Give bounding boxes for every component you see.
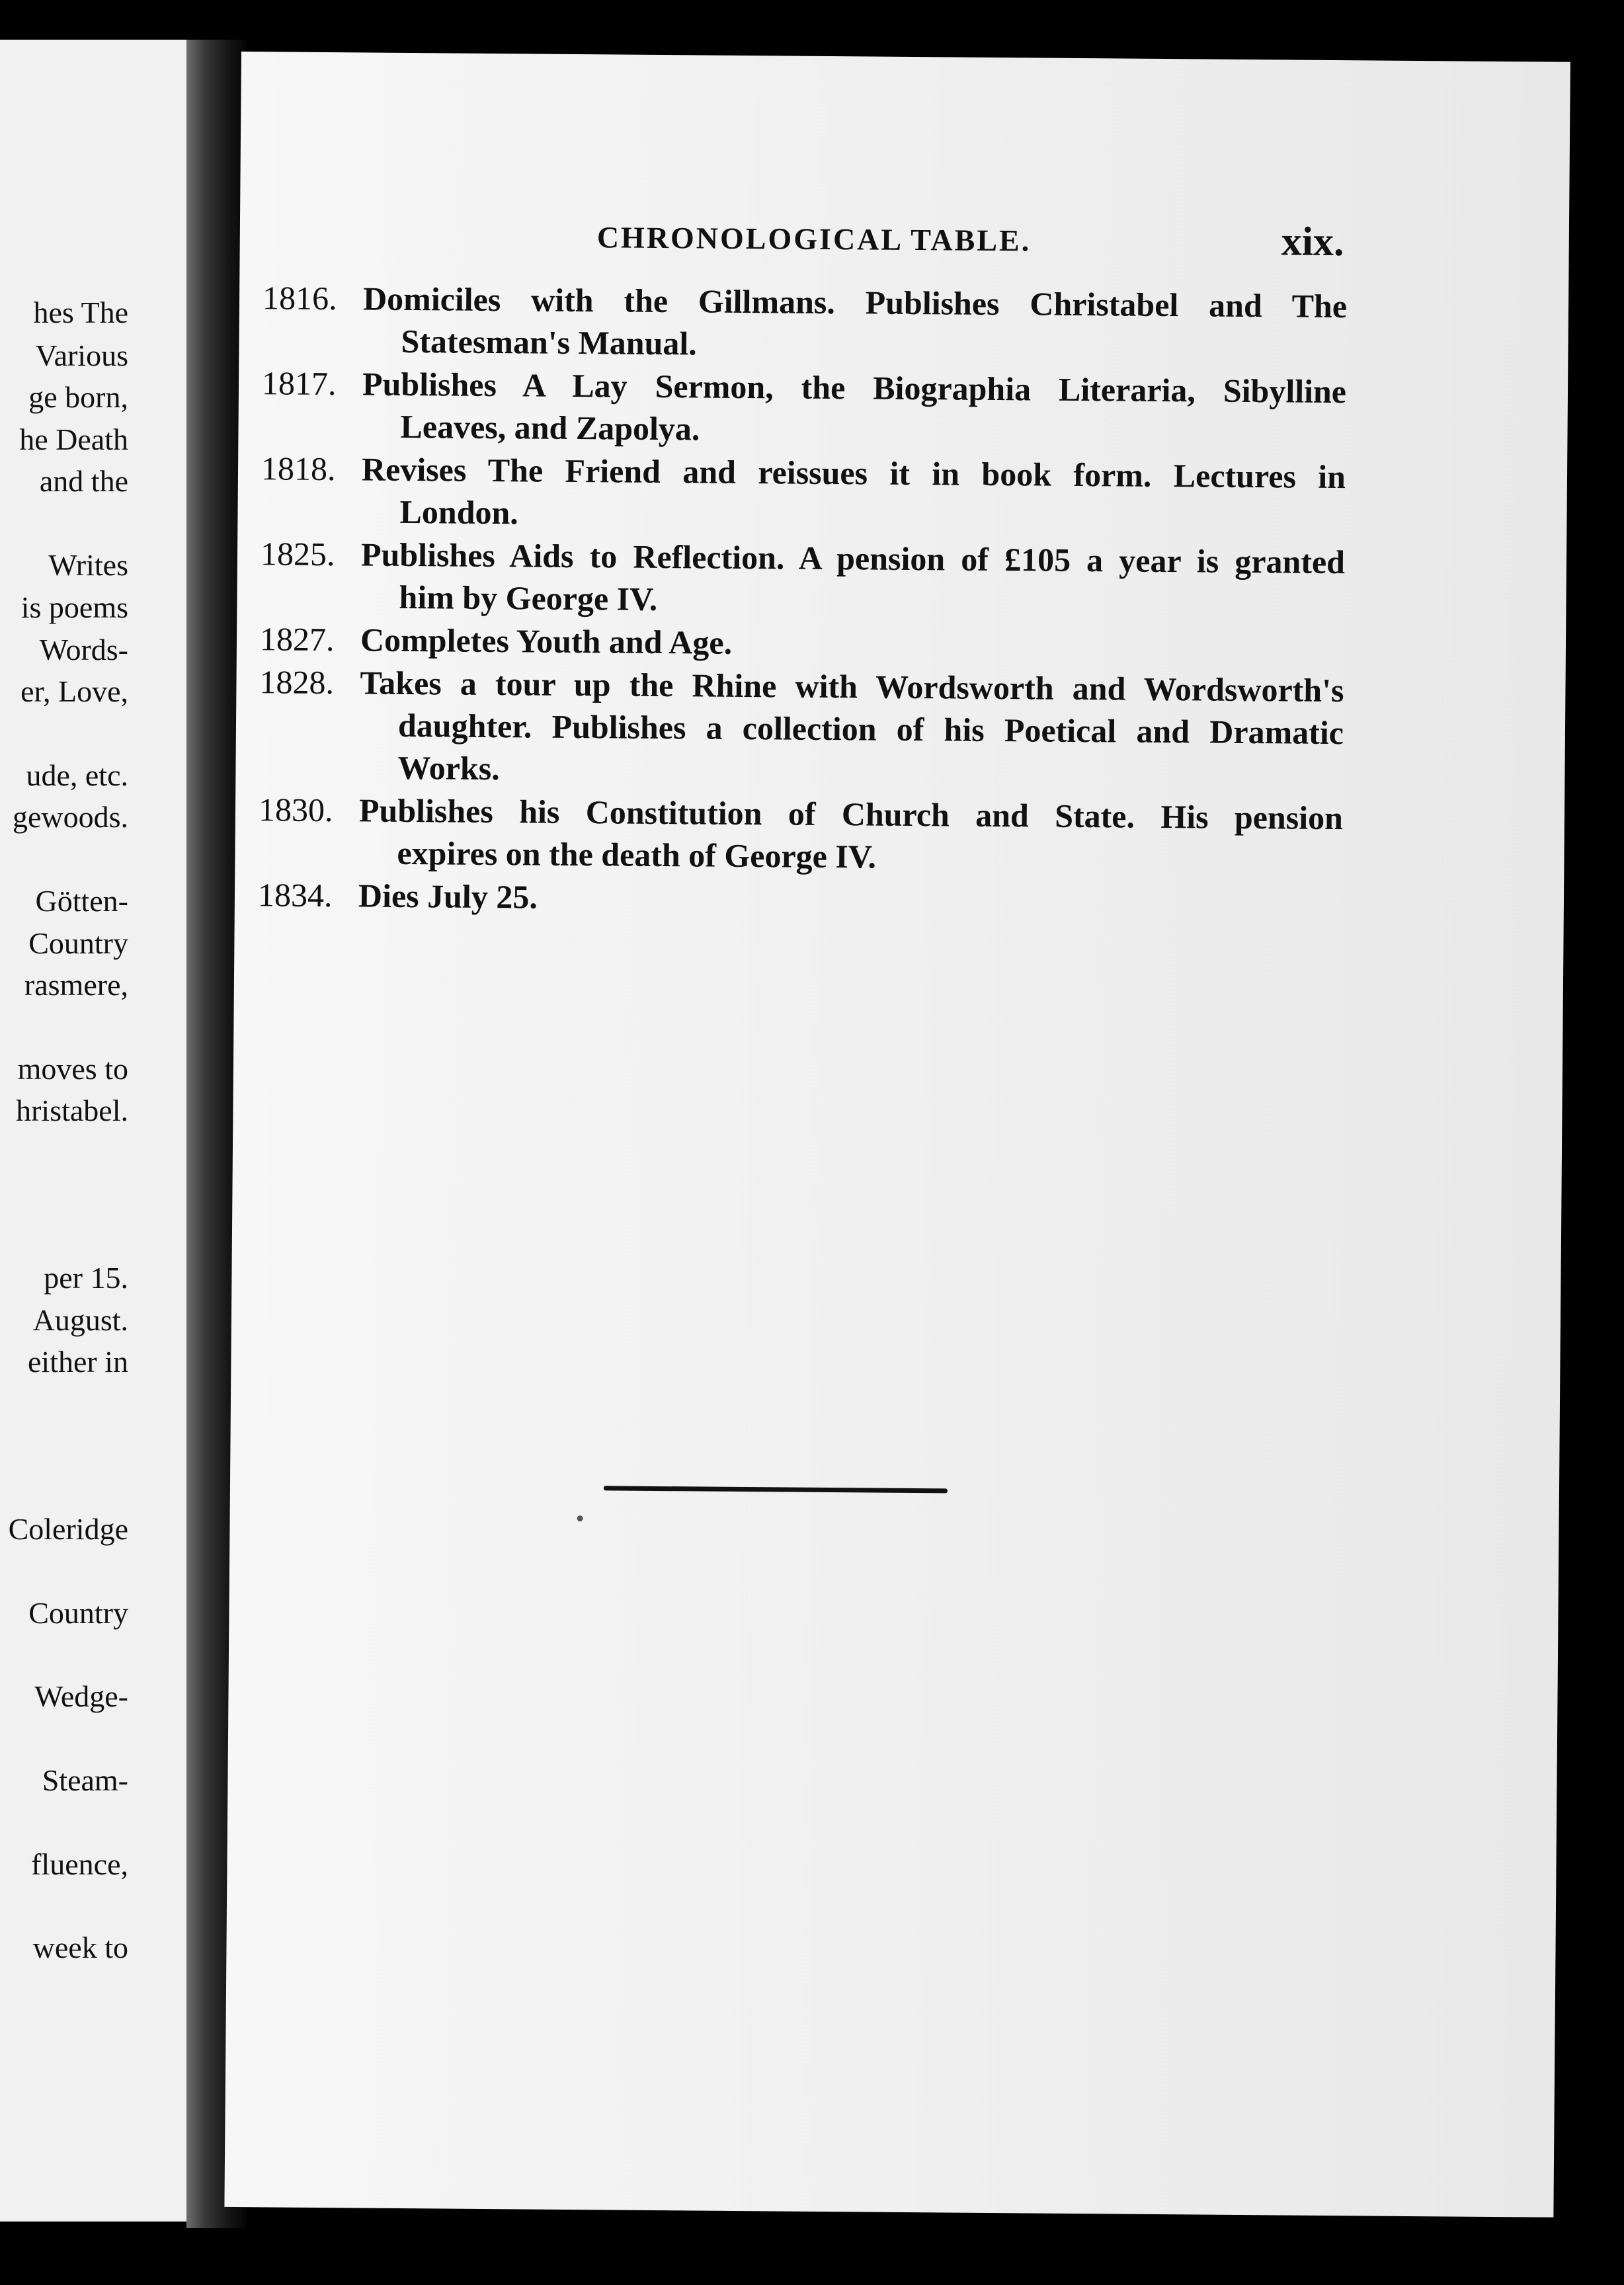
- left-page-line: either in: [28, 1345, 128, 1379]
- left-page-line: rasmere,: [24, 968, 128, 1002]
- left-page-fragment: [0, 40, 186, 2222]
- left-page-line: hes The: [33, 296, 128, 329]
- left-page-line: Various: [35, 339, 128, 372]
- left-page-line: he Death: [19, 422, 128, 456]
- chronology-entry: [261, 362, 1346, 455]
- chronology-entry: [262, 276, 1347, 370]
- left-page-line: Wedge-: [34, 1679, 128, 1713]
- left-page-line: is poems: [20, 590, 128, 624]
- chronology-entry: [260, 618, 1344, 668]
- entry-text-line: Statesman's Manual.: [401, 322, 698, 362]
- chronology-entry: [258, 788, 1343, 881]
- chronology-list: [258, 276, 1348, 925]
- entry-text-line: Publishes his Constitution of Church and State. His pension: [358, 791, 1344, 837]
- entry-year: 1830.: [258, 791, 333, 829]
- entry-year: 1816.: [262, 279, 337, 317]
- entry-year: 1827.: [259, 620, 335, 659]
- chronology-entry: [258, 873, 1342, 924]
- left-page-line: per 15.: [44, 1261, 128, 1295]
- left-page-line: hristabel.: [16, 1094, 128, 1127]
- left-page-line: Words-: [39, 633, 128, 666]
- entry-year: 1817.: [261, 364, 337, 403]
- left-page-line: ge born,: [28, 380, 128, 414]
- left-page-line: Coleridge: [8, 1512, 128, 1546]
- left-page-line: week to: [32, 1931, 128, 1964]
- end-rule: [604, 1486, 948, 1493]
- entry-text-line: London.: [399, 493, 519, 532]
- entry-year: 1825.: [260, 535, 335, 573]
- left-page-line: gewoods.: [12, 800, 128, 834]
- left-page-line: er, Love,: [20, 674, 128, 708]
- book-page: [224, 52, 1570, 2218]
- left-page-line: Götten-: [35, 884, 128, 918]
- entry-text-line: Publishes Aids to Reflection. A pension of £105 a year is granted: [360, 536, 1346, 581]
- left-page-line: moves to: [17, 1052, 128, 1086]
- left-page-line: August.: [32, 1303, 128, 1337]
- chronology-entry: [261, 447, 1346, 540]
- entry-text-line: Publishes A Lay Sermon, the Biographia Literaria, Sibylline: [362, 365, 1347, 411]
- left-page-line: fluence,: [31, 1847, 128, 1881]
- paper-speck: [577, 1515, 583, 1521]
- entry-year: 1818.: [261, 450, 336, 488]
- left-page-line: Country: [28, 1596, 128, 1630]
- running-head: CHRONOLOGICAL TABLE.: [596, 220, 1032, 258]
- entry-text-line: expires on the death of George IV.: [397, 834, 877, 875]
- entry-year: 1834.: [257, 876, 333, 914]
- entry-text-line: daughter. Publishes a collection of his Poetical and Dramatic: [397, 706, 1344, 752]
- chronology-entry: [259, 661, 1344, 796]
- chronology-entry: [260, 532, 1345, 625]
- entry-text-line: Works.: [397, 748, 500, 787]
- left-page-line: and the: [39, 464, 128, 498]
- entry-text-line: him by George IV.: [399, 578, 658, 618]
- entry-text-line: Revises The Friend and reissues it in book form. Lectures in: [361, 450, 1346, 496]
- left-page-line: Writes: [48, 548, 128, 582]
- entry-year: 1828.: [259, 663, 335, 702]
- entry-text-line: Takes a tour up the Rhine with Wordsworth and Wordsworth's: [360, 664, 1344, 709]
- entry-text-line: Leaves, and Zapolya.: [400, 407, 700, 448]
- left-page-line: Country: [28, 926, 128, 960]
- left-page-line: Steam-: [42, 1763, 128, 1797]
- page-number: xix.: [1281, 219, 1344, 265]
- entry-text-line: Completes Youth and Age.: [360, 621, 733, 661]
- left-page-line: ude, etc.: [26, 758, 128, 792]
- entry-text-line: Domiciles with the Gillmans. Publishes Christabel and The: [362, 280, 1348, 325]
- entry-text-line: Dies July 25.: [358, 877, 538, 916]
